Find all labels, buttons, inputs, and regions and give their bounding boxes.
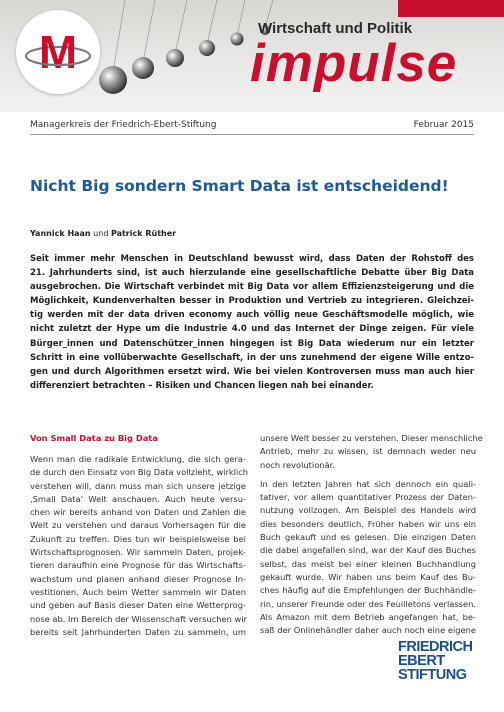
section-heading: Von Small Data zu Big Data xyxy=(30,433,158,443)
lead-line: gen und durch Algorithmen ersetzt wird. Wie bei vielen Kontroversen muss man auch hier xyxy=(30,366,474,377)
body-line: Zukunft zu treffen. Dies tun wir beispielsweise bei xyxy=(30,533,246,544)
body-line: dies besonders deutlich. Früher haben wir uns ein xyxy=(260,518,476,529)
lead-line: Bürger_innen und Datenschützer_innen hingegen ist Big Data wiederum nur ein letzter xyxy=(30,338,474,349)
logo-m-icon xyxy=(16,10,100,94)
left-column xyxy=(30,432,249,639)
body-line: rin, unserer Freunde oder des Feuilletons verlassen. xyxy=(260,598,476,609)
header-rule xyxy=(30,134,474,135)
friedrich-ebert-stiftung-logo: FRIEDRICH EBERT STIFTUNG xyxy=(398,639,473,683)
body-line: vestitionen. Auch beim Wetter sammeln wir Daten xyxy=(30,586,246,597)
brand-title: impulse xyxy=(250,34,458,93)
issue-date: Februar 2015 xyxy=(413,120,474,130)
body-line: chen wir bereits anhand von Daten und Zahlen die xyxy=(30,507,246,518)
body-line: tativer, vor allem quantitativer Prozess der Daten- xyxy=(260,492,476,503)
lead-line: ausgebrochen. Die Wirtschaft verbindet mit Big Data vor allem Effizienzsteigerung und die xyxy=(30,282,474,293)
author-2: Patrick Rüther xyxy=(110,229,177,238)
body-line: saß der Onlinehändler daher auch noch eine eigene xyxy=(260,625,476,636)
lead-line: 21. Jahrhunderts sind, ist auch hierzulande eine gesellschaftliche Debatte über Big Data xyxy=(30,268,474,279)
body-line: ‚Small Data‘ Welt anschauen. Auch heute versu- xyxy=(30,493,246,504)
body-line: de durch den Einsatz von Big Data vollzieht, wirklich xyxy=(30,467,249,478)
red-tab xyxy=(398,0,504,17)
lead-line: differenziert betrachten – Risiken und Chancen liegen nah bei einander. xyxy=(30,380,374,391)
body-line: und geben auf Basis dieser Daten eine Wetterprog- xyxy=(30,600,246,611)
body-line: selbst, das meist bei einer kleinen Buchhandlung xyxy=(260,558,476,569)
author-line xyxy=(30,229,176,238)
lead-line: Schritt in eine vollüberwachte Gesellschaft, in der uns zunehmend der eigene Wille entzo- xyxy=(30,352,474,363)
lead-line: tig werden mit der data driven economy auch völlig neue Geschäftsmodelle möglich, wie xyxy=(30,310,474,321)
brand-subtitle: Wirtschaft und Politik xyxy=(258,20,413,37)
body-line: Welt zu verstehen und daraus Vorhersagen für die xyxy=(30,520,246,531)
body-line: In den letzten Jahren hat sich dennoch ein quali- xyxy=(260,478,476,489)
body-line: Antrieb, mehr zu wissen, ist demnach weder neu xyxy=(260,446,476,457)
lead-line: nicht zuletzt der Hype um die Industrie 4.0 und das Internet der Dinge zeigen. Für viele xyxy=(30,324,474,335)
body-line: verstehen will, dann muss man sich unsere jetzige xyxy=(30,480,246,491)
body-line: die dabei angefallen sind, war der Kauf des Buches xyxy=(260,545,476,556)
author-1: Yannick Haan xyxy=(30,229,91,238)
lead-paragraph xyxy=(30,252,474,393)
body-line: tieren daraufhin eine Prognose für das Wirtschafts- xyxy=(30,560,246,571)
body-line: Als Amazon mit dem Betrieb angefangen hat, be- xyxy=(260,611,476,622)
body-line: bereits seit Jahrhunderten Daten zu sammeln, um xyxy=(30,626,246,637)
lead-line: Seit immer mehr Menschen in Deutschland bewusst wird, dass Daten der Rohstoff des xyxy=(30,254,474,264)
body-line: nose ab. Im Bereich der Wissenschaft versuchen wir xyxy=(30,613,248,624)
body-line: Buch gekauft und es gelesen. Die einzigen Daten xyxy=(260,532,476,543)
managerkreis-logo xyxy=(16,10,100,94)
body-line: ches häufig auf die Empfehlungen der Buchhändle- xyxy=(260,585,476,596)
right-column xyxy=(260,432,483,637)
masthead xyxy=(0,0,504,112)
svg-text:M: M xyxy=(38,26,78,78)
publisher-line: Managerkreis der Friedrich-Ebert-Stiftung xyxy=(30,120,217,130)
body-line: noch revolutionär. xyxy=(260,459,335,470)
body-line: gekauft wurde. Wir haben uns beim Kauf des Bu- xyxy=(260,571,476,582)
body-line: Wenn man die radikale Entwicklung, die sich gera- xyxy=(30,454,246,464)
body-line: nutzung vollzogen. Am Beispiel des Handels wird xyxy=(260,505,476,516)
author-connector: und xyxy=(93,229,109,238)
body-line: unsere Welt besser zu verstehen. Dieser menschliche xyxy=(260,433,483,443)
article-title: Nicht Big sondern Smart Data ist entscheidend! xyxy=(30,177,449,195)
body-line: wachstum und planen anhand dieser Prognose In- xyxy=(30,573,246,584)
lead-line: Möglichkeit, Kundenverhalten besser in Produktion und Vertrieb zu integrieren. Gleichzei- xyxy=(30,296,474,307)
body-line: Wirtschaftsprognosen. Wir sammeln Daten, projek- xyxy=(30,547,246,558)
